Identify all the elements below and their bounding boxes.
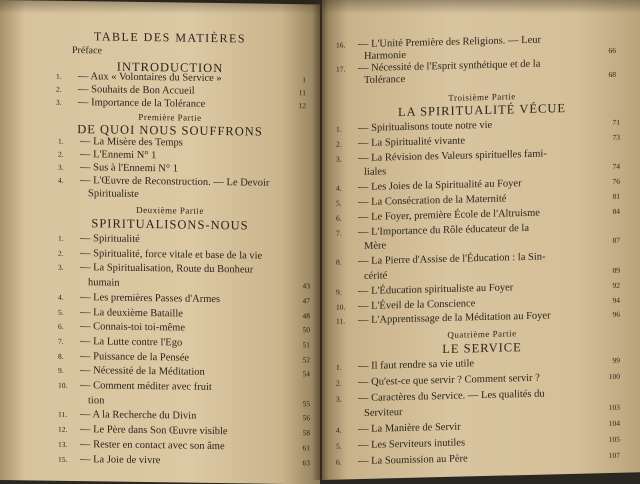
entry-title: — Comment méditer avec fruit xyxy=(80,380,212,394)
entry-title: — L'Éveil de la Conscience xyxy=(358,298,475,313)
entry-number: 3. xyxy=(58,262,64,274)
entry-page-number: 84 xyxy=(596,206,620,219)
entry-number: 1. xyxy=(336,362,342,374)
entry-title: — L'Éducation spiritualiste au Foyer xyxy=(358,282,513,298)
entry-page-number: 50 xyxy=(286,324,310,336)
entry-title: — Spiritualité xyxy=(80,233,140,246)
entry-number: 6. xyxy=(58,321,64,333)
entry-page-number xyxy=(596,250,620,251)
toc-entry xyxy=(58,233,310,249)
entry-number: 6. xyxy=(336,212,342,224)
entry-title: — Nécessité de la Méditation xyxy=(80,365,205,379)
entry-title: — La Manière de Servir xyxy=(358,422,461,437)
entry-title: — La Soumission au Père xyxy=(358,453,468,468)
entry-title: tion xyxy=(88,395,104,407)
entry-number: 3. xyxy=(336,393,342,405)
entry-number: 9. xyxy=(336,286,342,298)
entry-title: humain xyxy=(88,277,120,289)
entry-title: — Le Foyer, première École de l'Altruisme xyxy=(358,207,540,223)
entry-number: 6. xyxy=(336,456,342,468)
entry-title: — La Spiritualité vivante xyxy=(358,135,465,150)
entry-title: liales xyxy=(364,167,386,180)
toc-entry xyxy=(336,450,620,469)
entry-number: 7. xyxy=(58,336,64,348)
toc-entry xyxy=(58,306,310,322)
entry-page-number: 12 xyxy=(282,100,306,112)
entry-number: 2. xyxy=(336,377,342,389)
entry-number: 2. xyxy=(58,247,64,259)
entry-title: — Il faut rendre sa vie utile xyxy=(358,358,474,373)
entry-page-number: 103 xyxy=(596,402,620,415)
entry-page-number: 58 xyxy=(286,427,310,439)
entry-number: 8. xyxy=(58,350,64,362)
entry-number: 11. xyxy=(58,409,67,421)
entry-page-number: 63 xyxy=(286,456,310,468)
entry-title: — A la Recherche du Divin xyxy=(80,410,196,424)
entry-page-number: 43 xyxy=(286,280,310,292)
entry-title: — La Révision des Valeurs spirituelles fami- xyxy=(358,148,547,165)
entry-title: — Les Joies de la Spiritualité au Foyer xyxy=(358,178,522,194)
entry-page-number: 48 xyxy=(286,309,310,321)
toc-entry xyxy=(58,409,310,425)
entry-number: 12. xyxy=(58,424,67,436)
entry-title: — Souhaits de Bon Accueil xyxy=(78,84,195,98)
entry-number: 17. xyxy=(336,63,345,75)
entry-title: — La Joie de vivre xyxy=(80,454,160,467)
entry-number: 4. xyxy=(336,425,342,437)
toc-entry xyxy=(58,424,310,440)
entry-page-number: 54 xyxy=(286,368,310,380)
entry-title: — L'Apprentissage de la Méditation au Foyer xyxy=(358,311,551,328)
part1-label: Première Partie xyxy=(20,110,320,124)
entry-page-number xyxy=(596,220,620,221)
part3-label: Troisième Partie xyxy=(332,88,632,105)
toc-entry xyxy=(58,350,310,366)
entry-title: — La deuxième Bataille xyxy=(80,307,183,320)
entry-title: Spiritualiste xyxy=(88,188,139,201)
toc-entry xyxy=(58,292,310,308)
entry-number: 1. xyxy=(58,136,64,148)
entry-page-number: 52 xyxy=(286,354,310,366)
entry-number: 5. xyxy=(58,306,64,318)
entry-page-number: 71 xyxy=(596,117,620,130)
entry-number: 7. xyxy=(336,227,342,239)
entry-title: — Sus à l'Ennemi N° 1 xyxy=(80,162,178,175)
right-book-page xyxy=(322,0,640,480)
entry-number: 5. xyxy=(336,441,342,453)
entry-title: — La Spiritualisation, Route du Bonheur xyxy=(80,263,253,277)
entry-number: 16. xyxy=(336,39,345,51)
entry-number: 4. xyxy=(58,175,64,187)
entry-number: 11. xyxy=(336,316,345,328)
part2-title: SPIRITUALISONS-NOUS xyxy=(20,215,320,234)
top-shadow xyxy=(0,0,640,14)
entry-title: — Spiritualisons toute notre vie xyxy=(358,120,492,135)
entry-number: 5. xyxy=(336,198,342,210)
entry-title: — Rester en contact avec son âme xyxy=(80,439,225,453)
entry-page-number: 76 xyxy=(596,176,620,189)
entry-number: 9. xyxy=(58,365,64,377)
entry-page-number: 96 xyxy=(596,309,620,322)
entry-title: — La Lutte contre l'Ego xyxy=(80,336,182,349)
entry-title: Mère xyxy=(364,241,386,254)
entry-title: — Caractères du Service. — Les qualités du xyxy=(358,388,545,405)
entry-page-number: 56 xyxy=(286,412,310,424)
entry-page-number: 51 xyxy=(286,339,310,351)
entry-title: Serviteur xyxy=(364,407,403,420)
entry-title: — L'Importance du Rôle éducateur de la xyxy=(358,223,529,239)
entry-title: — La Consécration de la Maternité xyxy=(358,193,506,209)
introduction-heading: INTRODUCTION xyxy=(20,58,320,77)
entry-page-number: 55 xyxy=(286,398,310,410)
entry-page-number: 73 xyxy=(596,132,620,145)
entry-title: — La Pierre d'Assise de l'Éducation : la Sin- xyxy=(358,252,546,269)
entry-title: — L'Ennemi N° 1 xyxy=(80,149,156,162)
toc-entry xyxy=(58,262,310,278)
toc-entry xyxy=(58,247,310,263)
toc-title: TABLE DES MATIÈRES xyxy=(20,28,320,47)
entry-title: — Nécessité de l'Esprit synthétique et de la xyxy=(358,59,540,75)
entry-title: — La Misère des Temps xyxy=(80,136,183,149)
entry-number: 4. xyxy=(336,183,342,195)
part4-title: LE SERVICE xyxy=(332,337,632,359)
entry-page-number xyxy=(592,33,616,34)
entry-number: 1. xyxy=(56,71,62,83)
entry-page-number: 107 xyxy=(596,450,620,463)
entry-page-number: 11 xyxy=(282,87,306,99)
entry-page-number: 68 xyxy=(592,69,616,82)
entry-number: 2. xyxy=(58,149,64,161)
entry-title: Harmonie xyxy=(364,50,406,63)
entry-page-number: 94 xyxy=(596,294,620,307)
part1-title: DE QUOI NOUS SOUFFRONS xyxy=(20,121,320,140)
part2-label: Deuxième Partie xyxy=(20,203,320,217)
part3-title: LA SPIRITUALITÉ VÉCUE xyxy=(332,99,632,121)
preface-label: Préface xyxy=(72,45,102,56)
entry-number: 8. xyxy=(336,257,342,269)
entry-title: — Aux « Volontaires du Service » xyxy=(78,71,222,85)
toc-entry xyxy=(58,365,310,381)
entry-title: — Les Serviteurs inutiles xyxy=(358,438,465,453)
part4-label: Quatrième Partie xyxy=(332,325,632,342)
entry-title: — Les premières Passes d'Armes xyxy=(80,292,220,306)
entry-title: — Puissance de la Pensée xyxy=(80,351,189,365)
entry-page-number: 100 xyxy=(596,371,620,384)
entry-number: 1. xyxy=(58,233,64,245)
entry-page-number: 1 xyxy=(282,74,306,86)
entry-number: 2. xyxy=(336,138,342,150)
entry-title: — L'Œuvre de Reconstruction. — Le Devoir xyxy=(80,175,269,190)
entry-page-number: 47 xyxy=(286,295,310,307)
entry-title: — Importance de la Tolérance xyxy=(78,97,205,111)
toc-entry xyxy=(58,394,310,410)
entry-title: cérité xyxy=(364,270,387,283)
toc-entry xyxy=(58,336,310,352)
toc-entry xyxy=(56,97,306,112)
entry-page-number: 66 xyxy=(592,45,616,58)
entry-number: 3. xyxy=(56,97,62,109)
entry-title: Tolérance xyxy=(364,74,405,87)
entry-title: — Spiritualité, force vitale et base de la vie xyxy=(80,248,262,263)
entry-number: 2. xyxy=(56,84,62,96)
entry-page-number xyxy=(596,386,620,387)
entry-page-number: 89 xyxy=(596,265,620,278)
entry-page-number: 105 xyxy=(596,434,620,447)
entry-page-number: 87 xyxy=(596,235,620,248)
entry-page-number: 61 xyxy=(286,442,310,454)
entry-title: — L'Unité Première des Religions. — Leur xyxy=(358,35,541,51)
toc-entry xyxy=(58,277,310,293)
entry-page-number xyxy=(592,57,616,58)
entry-number: 10. xyxy=(58,380,67,392)
entry-page-number: 92 xyxy=(596,280,620,293)
entry-number: 3. xyxy=(58,162,64,174)
entry-page-number: 99 xyxy=(596,355,620,368)
entry-number: 4. xyxy=(58,292,64,304)
entry-page-number xyxy=(596,146,620,147)
entry-page-number: 74 xyxy=(596,161,620,174)
entry-page-number: 104 xyxy=(596,418,620,431)
entry-number: 3. xyxy=(336,153,342,165)
entry-page-number: 81 xyxy=(596,191,620,204)
toc-entry xyxy=(58,439,310,455)
book-gutter xyxy=(312,0,328,480)
entry-number: 1. xyxy=(336,124,342,136)
toc-entry xyxy=(58,188,308,203)
entry-number: 13. xyxy=(58,439,67,451)
toc-entry xyxy=(58,380,310,396)
entry-title: — Le Père dans Son Œuvre visible xyxy=(80,424,228,438)
toc-entry xyxy=(58,321,310,337)
entry-number: 10. xyxy=(336,301,345,313)
entry-number: 15. xyxy=(58,453,67,465)
entry-title: — Connais-toi toi-même xyxy=(80,321,185,334)
toc-entry xyxy=(58,453,310,469)
entry-title: — Qu'est-ce que servir ? Comment servir ? xyxy=(358,372,540,388)
